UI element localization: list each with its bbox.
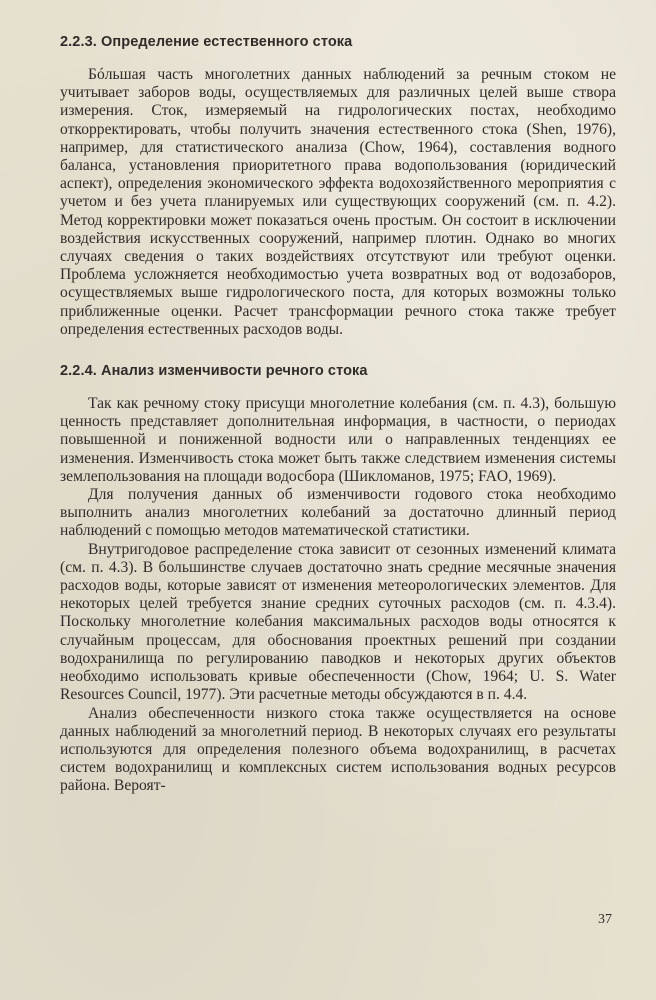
page-number: 37 — [598, 912, 612, 927]
section-heading-2-2-3: 2.2.3. Определение естественного стока — [60, 34, 353, 50]
paragraph: Для получения данных об изменчивости годового стока необходимо выполнить анализ многолетних колебаний за достаточно длинный период наблюдений с помощью методов математической статистики. — [60, 486, 616, 540]
paragraph: Бóльшая часть многолетних данных наблюдений за речным стоком не учитывает заборов воды, осуществляемых для различных целей выше створа измерения. Сток, измеряемый на гидрологических постах, необходимо откорректировать, чтобы получить значения естественного стока (Shen, 1976), например, для статистического анализа (Chow, 1964), составления водного баланса, установления приоритетного права водопользования (юридический аспект), определения экономического эффекта водохозяйственного мероприятия с учетом и без учета планируемых или существующих сооружений (см. п. 4.2). Метод корректировки может показаться очень простым. Он состоит в исключении воздействия искусственных сооружений, например плотин. Однако во многих случаях сведения о таких воздействиях отсутствуют или требуют оценки. Проблема усложняется необходимостью учета возвратных вод от водозаборов, осуществляемых выше гидрологического поста, для которых возможны только приближенные оценки. Расчет трансформации речного стока также требует определения естественных расходов воды. — [60, 66, 616, 338]
section-heading-2-2-4: 2.2.4. Анализ изменчивости речного стока — [60, 363, 368, 380]
paragraph: Внутригодовое распределение стока зависит от сезонных изменений климата (см. п. 4.3). В большинстве случаев достаточно знать средние месячные значения расходов воды, которые зависят от изменения метеорологических элементов. Для некоторых целей требуется знание средних суточных расходов (см. п. 4.3.4). Поскольку многолетние колебания максимальных расходов воды относятся к случайным процессам, для обоснования проектных решений при создании водохранилища по регулированию паводков и некоторых других объектов необходимо использовать кривые обеспеченности (Chow, 1964; U. S. Water Resources Council, 1977). Эти расчетные методы обсуждаются в п. 4.4. — [60, 540, 616, 704]
paragraph: Так как речному стоку присущи многолетние колебания (см. п. 4.3), большую ценность представляет дополнительная информация, в частности, о периодах повышенной и пониженной водности или о направленных тенденциях ее изменения. Изменчивость стока может быть также следствием изменения системы землепользования на площади водосбора (Шикломанов, 1975; FAO, 1969). — [60, 395, 616, 485]
paragraph: Анализ обеспеченности низкого стока также осуществляется на основе данных наблюдений за многолетний период. В некоторых случаях его результаты используются для определения полезного объема водохранилищ, в расчетах систем водохранилищ и комплексных систем использования водных ресурсов района. Вероят- — [60, 704, 616, 795]
